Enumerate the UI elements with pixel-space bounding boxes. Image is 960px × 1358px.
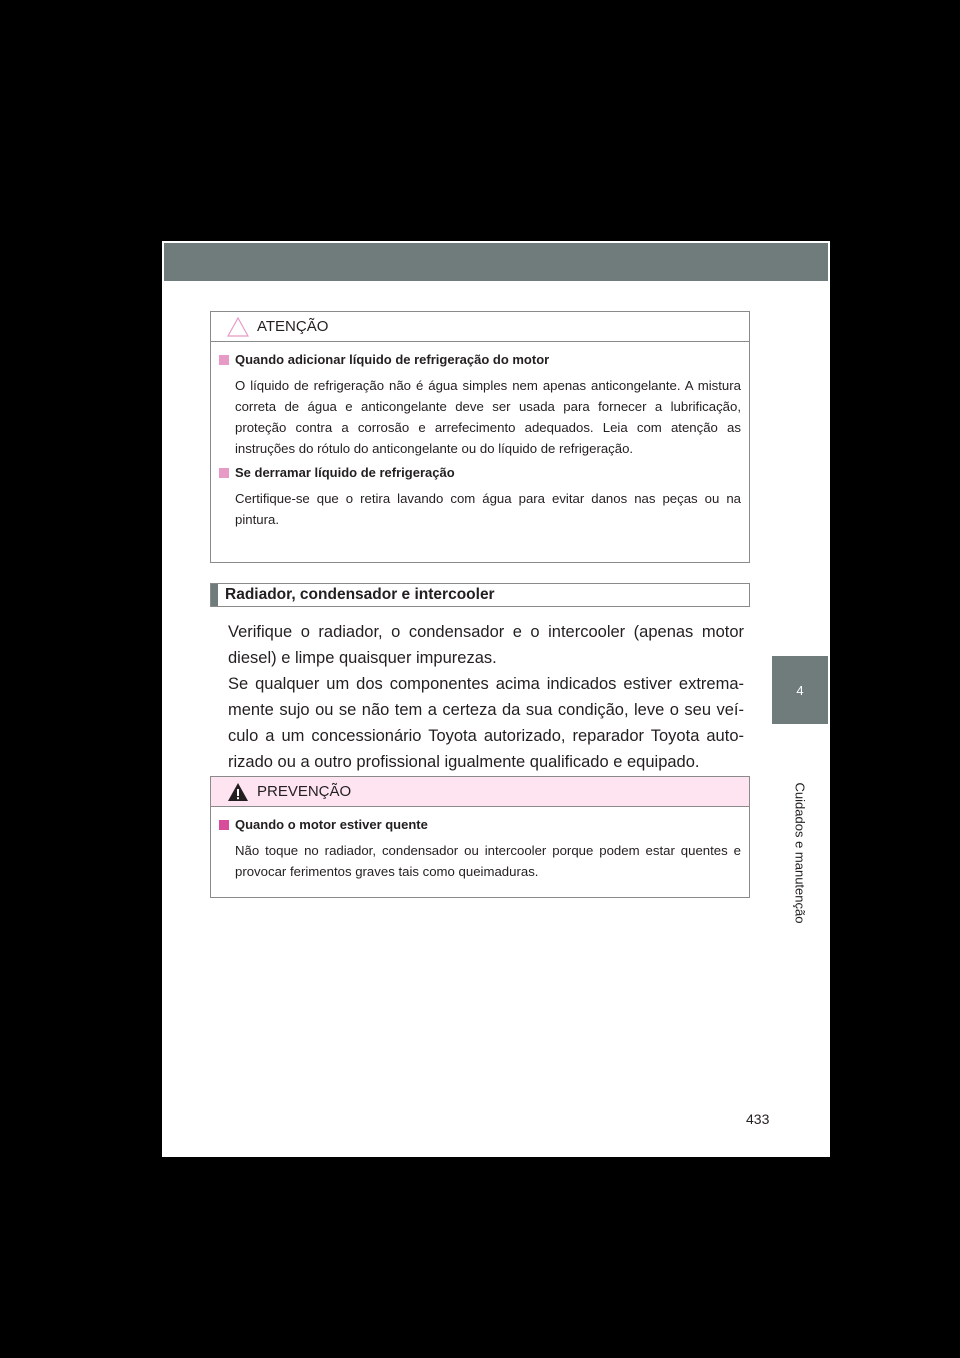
bullet-square-icon (219, 820, 229, 830)
section-paragraph: Se qualquer um dos componentes acima indicados estiver extrema-mente sujo ou se não tem a certeza da sua condição, leve o seu veí-culo a um concessionário Toyota autorizado, reparador Toyota auto-rizado ou a outro profissional igualmente qualificado e equipado. (228, 675, 744, 771)
prevencao-box (210, 776, 750, 898)
section-heading-bar (211, 584, 218, 606)
atencao-title: ATENÇÃO (257, 318, 329, 335)
chapter-number: 4 (796, 682, 804, 698)
section-heading-text: Radiador, condensador e intercooler (225, 586, 495, 603)
atencao-item-title: Quando adicionar líquido de refrigeração do motor (219, 352, 741, 367)
atencao-box (210, 311, 750, 563)
warning-filled-icon (227, 782, 249, 802)
atencao-item-text: Certifique-se que o retira lavando com água para evitar danos nas peças ou na pintura. (235, 491, 741, 527)
section-paragraph: Verifique o radiador, o condensador e o intercooler (apenas motor diesel) e limpe quaisquer impurezas. (228, 623, 744, 667)
atencao-header (211, 312, 749, 342)
prevencao-item-title: Quando o motor estiver quente (219, 817, 741, 832)
chapter-title: Cuidados e manutenção (792, 782, 808, 924)
atencao-item-text: O líquido de refrigeração não é água simples nem apenas anticongelante. A mistura correta de água e anticongelante deve ser usada para fornecer a lubrificação, proteção contra a corrosão e arrefecimento adequados. Leia com atenção as instruções do rótulo do anticongelante ou do líquido de refrigeração. (235, 378, 741, 456)
manual-page (162, 241, 830, 1157)
atencao-item-title: Se derramar líquido de refrigeração (219, 465, 741, 480)
prevencao-item-text: Não toque no radiador, condensador ou intercooler porque podem estar quentes e provocar ferimentos graves tais como queimaduras. (235, 843, 741, 879)
chapter-tab (772, 656, 828, 724)
page-number: 433 (746, 1111, 770, 1127)
section-body (228, 619, 744, 775)
header-band (164, 243, 828, 281)
prevencao-title: PREVENÇÃO (257, 783, 352, 800)
section-heading (210, 583, 750, 607)
bullet-square-icon (219, 468, 229, 478)
prevencao-header (211, 777, 749, 807)
bullet-square-icon (219, 355, 229, 365)
warning-outline-icon (227, 317, 249, 337)
